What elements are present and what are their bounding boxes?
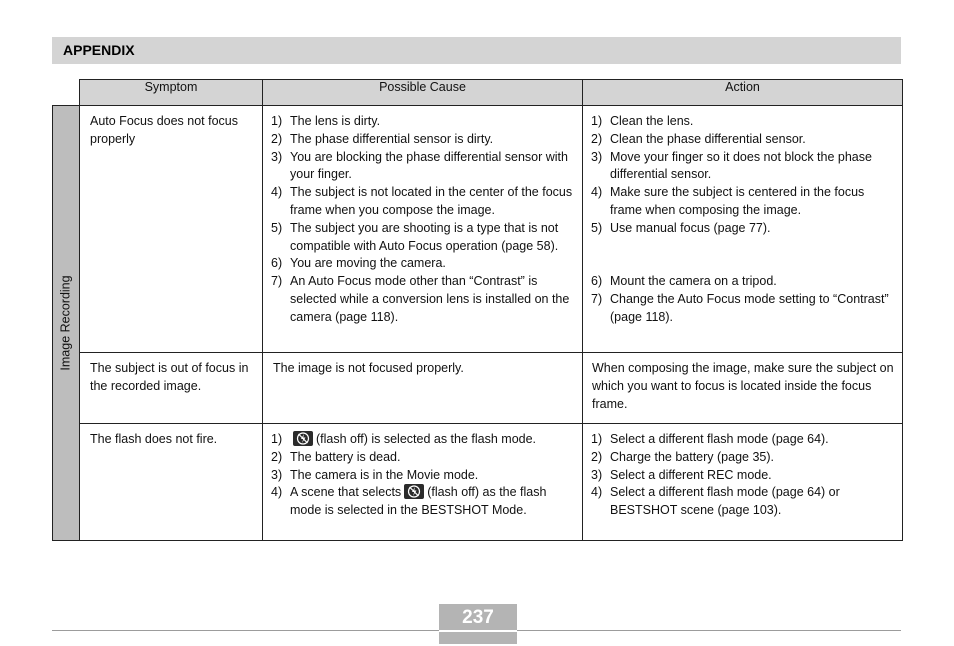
list-item: 2) Clean the phase differential sensor. (591, 131, 806, 146)
cause-cell (263, 424, 583, 541)
list-item: 4) Select a different flash mode (page 64) or BESTSHOT scene (page 103). (591, 485, 840, 518)
list-item: 1) (flash off) is selected as the flash mode. (271, 432, 537, 446)
list-item: 4) A scene that selects (flash off) as the flash mode is selected in the BESTSHOT Mode. (271, 485, 547, 518)
list-item: 1) The lens is dirty. (271, 114, 381, 128)
list-item: 3) Move your finger so it does not block the phase differential sensor. (591, 149, 872, 182)
list-item: 3) Select a different REC mode. (591, 467, 772, 482)
list-item: 2) Charge the battery (page 35). (591, 449, 774, 464)
flash-off-icon (404, 484, 424, 499)
list-item: 7) An Auto Focus mode other than “Contrast” is selected while a conversion lens is installed on the camera (page 118). (271, 274, 570, 324)
table-row (53, 106, 903, 353)
list-item: 5) Use manual focus (page 77). (591, 220, 771, 235)
header-spacer (53, 80, 80, 106)
cause-cell (263, 106, 583, 353)
list-item: 3) The camera is in the Movie mode. (271, 467, 479, 482)
list-item: 7) Change the Auto Focus mode setting to “Contrast” (page 118). (591, 291, 889, 324)
list-item: 2) The phase differential sensor is dirty. (271, 131, 494, 146)
symptom-cell: Auto Focus does not focus properly (80, 106, 263, 353)
list-item: 2) The battery is dead. (271, 449, 401, 464)
column-header-symptom: Symptom (80, 80, 263, 106)
cause-list (271, 431, 574, 520)
list-item: 4) Make sure the subject is centered in the focus frame when composing the image. (591, 185, 865, 217)
section-label-cell (53, 106, 80, 541)
action-cell: When composing the image, make sure the subject on which you want to focus is located inside the focus frame. (583, 353, 903, 424)
list-item: 6) You are moving the camera. (271, 256, 446, 271)
troubleshooting-table (52, 79, 903, 541)
list-item: 1) Clean the lens. (591, 114, 694, 128)
table-row (53, 424, 903, 541)
action-list (591, 431, 894, 520)
section-header: APPENDIX (52, 37, 901, 64)
table-row (53, 353, 903, 424)
list-spacer (591, 238, 894, 274)
action-list (591, 113, 894, 327)
list-item: 5) The subject you are shooting is a type that is not compatible with Auto Focus operation (page 58). (271, 220, 559, 253)
table-header-row (53, 80, 903, 106)
action-cell (583, 106, 903, 353)
section-label: Image Recording (59, 275, 74, 371)
action-cell (583, 424, 903, 541)
list-item: 6) Mount the camera on a tripod. (591, 274, 777, 289)
symptom-cell: The flash does not fire. (80, 424, 263, 541)
cause-list (271, 113, 574, 327)
column-header-possible-cause: Possible Cause (263, 80, 583, 106)
page-number: 237 (439, 604, 517, 644)
cause-cell: The image is not focused properly. (263, 353, 583, 424)
list-item: 4) The subject is not located in the center of the focus frame when you compose the image. (271, 185, 573, 217)
flash-off-icon (293, 431, 313, 446)
symptom-cell: The subject is out of focus in the recorded image. (80, 353, 263, 424)
list-item: 1) Select a different flash mode (page 64). (591, 432, 829, 446)
list-item: 3) You are blocking the phase differential sensor with your finger. (271, 149, 568, 182)
column-header-action: Action (583, 80, 903, 106)
